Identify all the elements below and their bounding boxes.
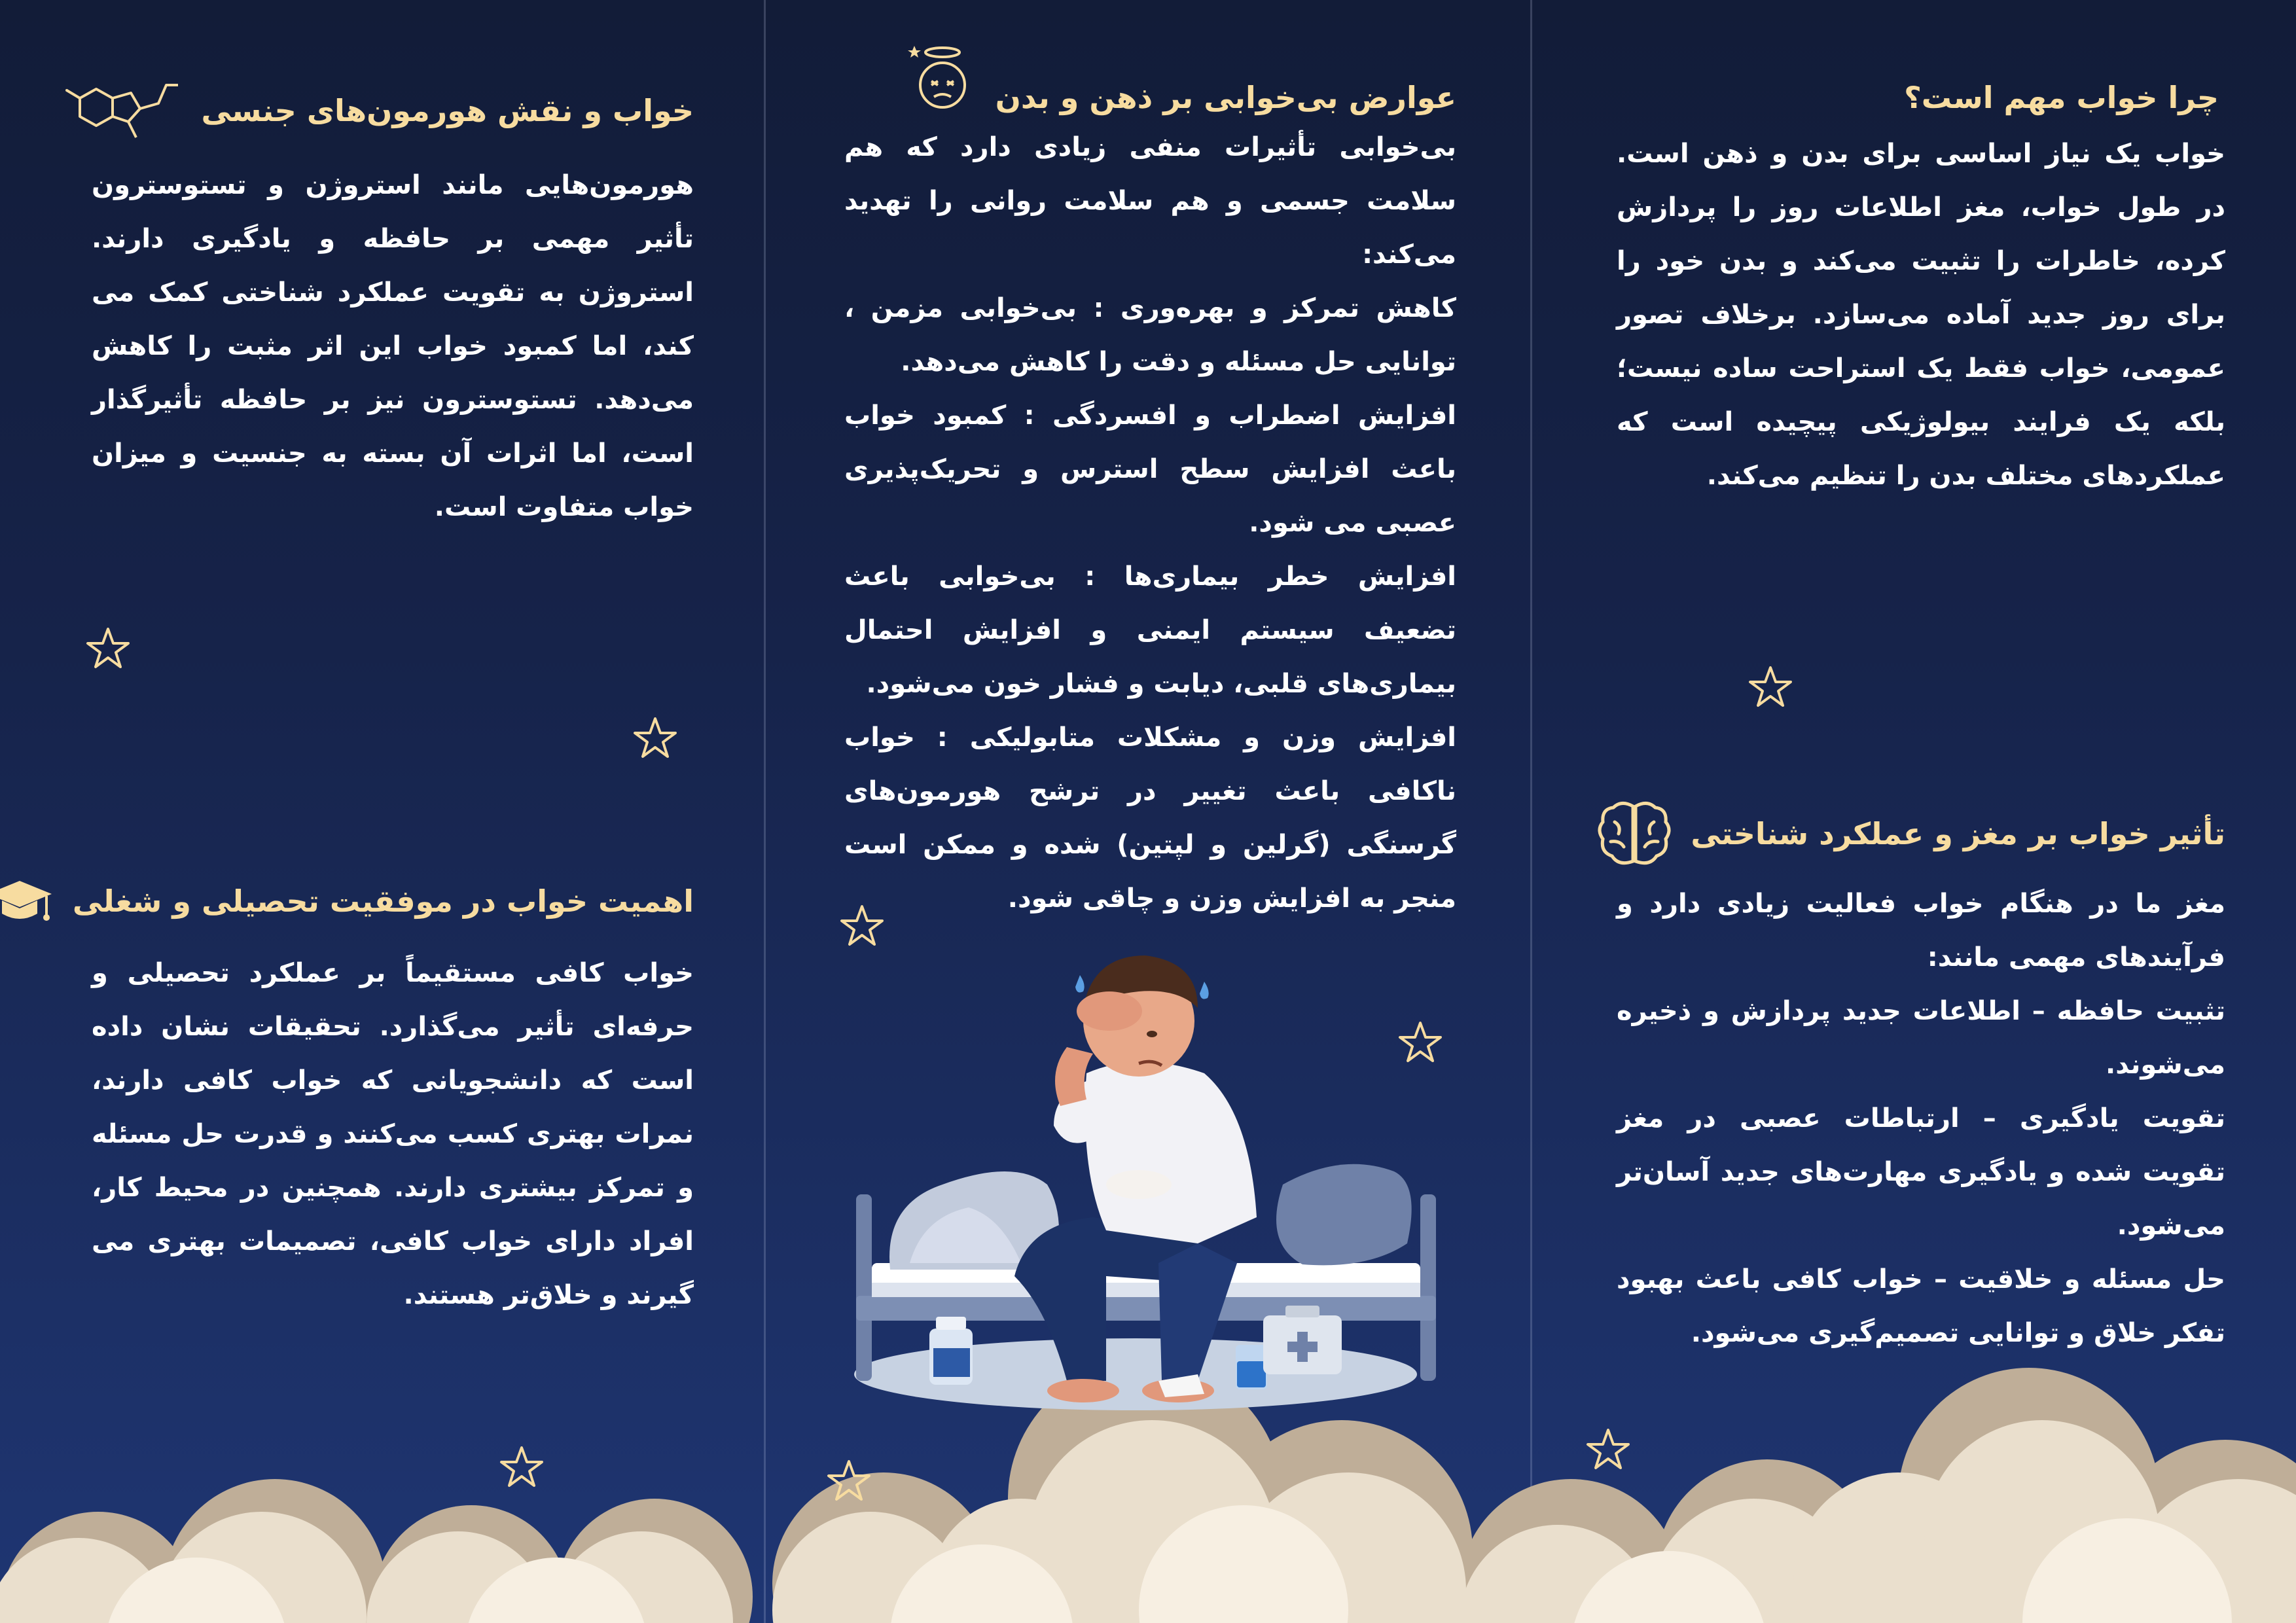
why-sleep-title: چرا خواب مهم است؟	[1904, 80, 2219, 115]
brain-intro: مغز ما در هنگام خواب فعالیت زیادی دارد و فرآیندهای مهمی مانند:	[1617, 889, 2225, 972]
fold-line-right	[1530, 0, 1532, 1623]
star-icon	[1748, 664, 1793, 710]
insomnia-intro: بی‌خوابی تأثیرات منفی زیادی دارد که هم سلامت جسمی و هم سلامت روانی را تهدید می‌کند:	[844, 132, 1456, 270]
star-icon	[499, 1444, 545, 1490]
brain-item-learning: تقویت یادگیری – ارتباطات عصبی در مغز تقویت شده و یادگیری مهارت‌های جدید آسان‌تر می‌شود.	[1617, 1103, 2225, 1241]
brain-item-creativity: حل مسئله و خلاقیت – خواب کافی باعث بهبود تفکر خلاق و توانایی تصمیم‌گیری می‌شود.	[1617, 1264, 2225, 1348]
insomnia-item-focus: کاهش تمرکز و بهره‌وری : بی‌خوابی مزمن ، توانایی حل مسئله و دقت را کاهش می‌دهد.	[844, 293, 1456, 377]
graduation-cap-icon	[0, 876, 56, 928]
insomnia-title: عوارض بی‌خوابی بر ذهن و بدن	[995, 80, 1456, 116]
why-sleep-heading	[1617, 79, 2225, 118]
brain-heading	[1617, 798, 2225, 870]
dizzy-face-icon	[906, 39, 978, 118]
brain-section	[1617, 798, 2225, 1360]
success-section	[72, 876, 694, 1322]
success-body: خواب کافی مستقیماً بر عملکرد تحصیلی و حرفه‌ای تأثیر می‌گذارد. تحقیقات نشان داده است که دانشجویانی که خواب کافی دارند، نمرات بهتری کسب می‌کنند و قدرت حل مسئله و تمرکز بیشتری دارند. همچنین در محیط کار، افراد دارای خواب کافی، تصمیمات بهتری می گیرند و خلاق‌تر هستند.	[92, 958, 694, 1310]
insomnia-item-weight: افزایش وزن و مشکلات متابولیکی : خواب ناکافی باعث تغییر در ترشح هورمون‌های گرسنگی (گرلین و لپتین) شده و ممکن است منجر به افزایش وزن و چاقی شود.	[844, 722, 1456, 914]
insomnia-heading	[844, 39, 1456, 118]
hormones-title: خواب و نقش هورمون‌های جنسی	[201, 93, 694, 129]
fold-line-left	[764, 0, 766, 1623]
insomnia-item-disease: افزایش خطر بیماری‌ها : بی‌خوابی باعث تضعیف سیستم ایمنی و افزایش احتمال بیماری‌های قلبی، دیابت و فشار خون می‌شود.	[844, 562, 1456, 699]
star-icon	[826, 1458, 872, 1504]
brain-item-memory: تثبیت حافظه – اطلاعات جدید پردازش و ذخیره می‌شوند.	[1617, 996, 2225, 1080]
molecule-icon	[60, 72, 185, 151]
success-title: اهمیت خواب در موفقیت تحصیلی و شغلی	[72, 883, 694, 919]
brain-body	[1617, 877, 2225, 1360]
why-sleep-body: خواب یک نیاز اساسی برای بدن و ذهن است. در طول خواب، مغز اطلاعات روز را پردازش کرده، خاطرات را تثبیت می‌کند و بدن خود را برای روز جدید آماده می‌سازد. برخلاف تصور عمومی، خواب فقط یک استراحت ساده نیست؛ بلکه یک فرایند بیولوژیکی پیچیده است که عملکردهای مختلف بدن را تنظیم می‌کند.	[1617, 138, 2225, 491]
insomnia-body	[844, 120, 1456, 925]
insomnia-item-anxiety: افزایش اضطراب و افسردگی : کمبود خواب باعث افزایش سطح استرس و تحریک‌پذیری عصبی می شود.	[844, 401, 1456, 538]
tired-person-on-bed-illustration	[831, 877, 1440, 1414]
why-sleep-section	[1617, 79, 2225, 503]
brain-title: تأثیر خواب بر مغز و عملکرد شناختی	[1691, 816, 2225, 852]
star-icon	[1585, 1427, 1631, 1472]
hormones-section	[92, 72, 694, 534]
star-icon	[632, 715, 678, 761]
brain-icon	[1595, 798, 1674, 870]
insomnia-section	[844, 39, 1456, 925]
star-icon	[85, 626, 131, 671]
hormones-body: هورمون‌هایی مانند استروژن و تستوسترون تأثیر مهمی بر حافظه و یادگیری دارند. استروژن به تقویت عملکرد شناختی کمک می کند، اما کمبود خواب این اثر مثبت را کاهش می‌دهد. تستوسترون نیز بر حافظه تأثیرگذار است، اما اثرات آن بسته به جنسیت و میزان خواب متفاوت است.	[92, 170, 694, 522]
success-heading	[72, 876, 694, 928]
hormones-heading	[92, 72, 694, 151]
